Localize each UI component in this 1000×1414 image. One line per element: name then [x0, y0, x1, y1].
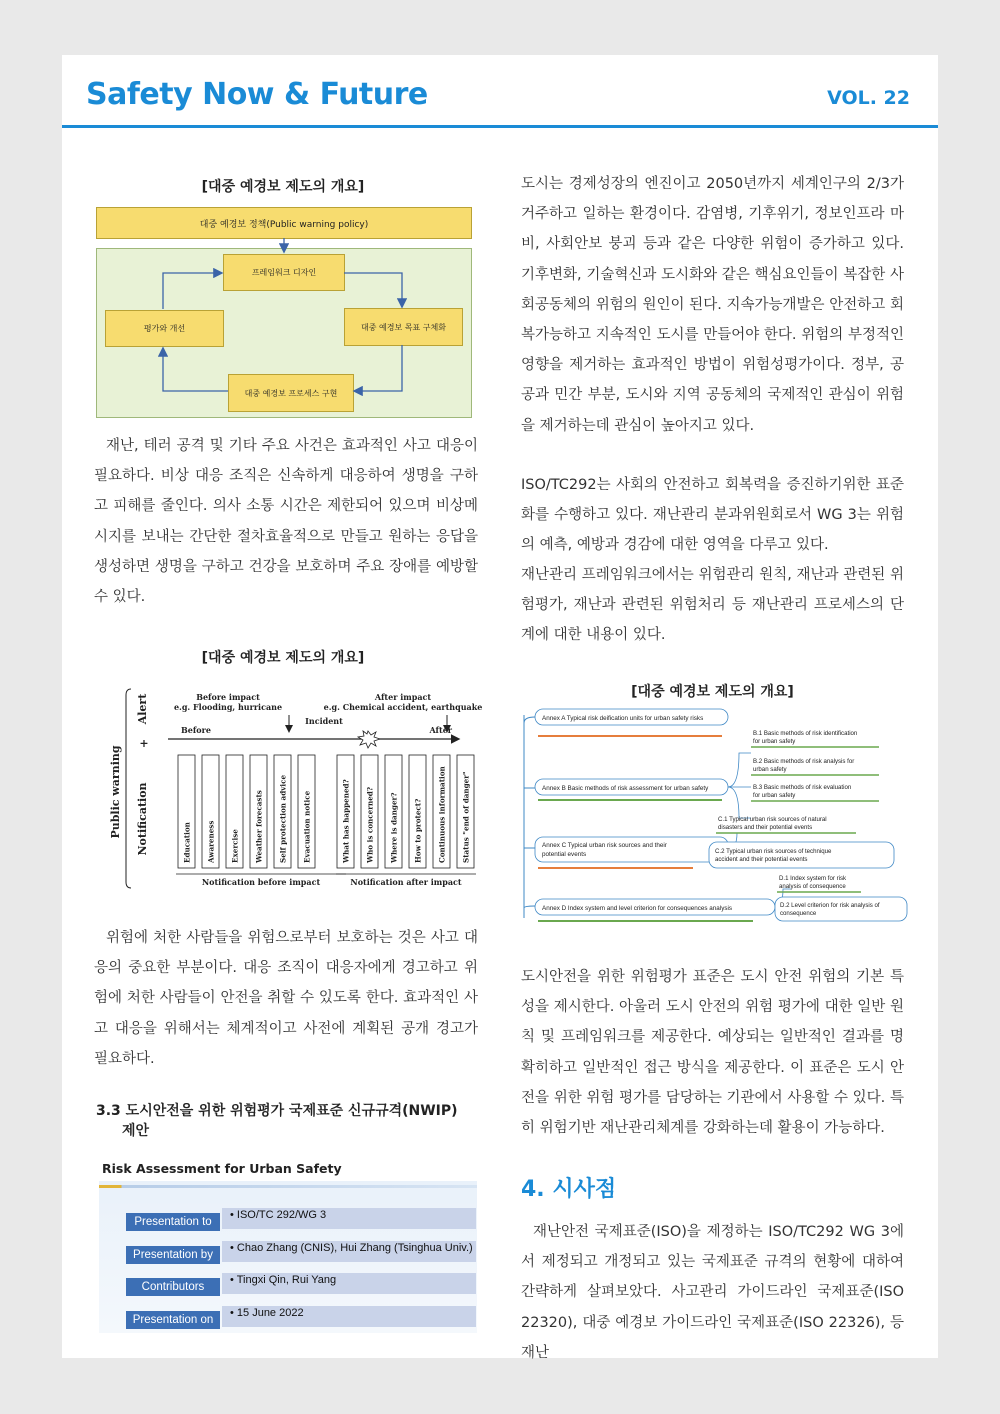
before-impact-item-label: Weather forecasts — [254, 790, 264, 863]
d2-node-line1: D.2 Level criterion for risk analysis of — [780, 902, 880, 909]
figure3-annex-mindmap — [521, 713, 907, 923]
header-rule — [62, 125, 938, 128]
after-impact-example: e.g. Chemical accident, earthquake — [323, 702, 483, 712]
alert-label: Alert — [136, 693, 149, 725]
risk-table-row-label: Presentation to — [126, 1213, 220, 1231]
risk-table-row-label: Contributors — [126, 1278, 220, 1296]
b3-node-line1: B.3 Basic methods of risk evaluation — [753, 784, 852, 791]
annex-c-node-line1: Annex C Typical urban risk sources and their — [542, 842, 667, 849]
plus-label: + — [139, 737, 149, 750]
c1-node-line2: disasters and their potential events — [718, 824, 813, 831]
before-impact-item-label: Education — [182, 822, 192, 863]
risk-table-row-value: • 15 June 2022 — [222, 1306, 476, 1327]
after-impact-item-label: Who is concerned? — [365, 786, 375, 863]
after-impact-item-label: How to protect? — [413, 798, 423, 863]
risk-table-row-label: Presentation by — [126, 1246, 220, 1264]
figure3-caption: [대중 예경보 제도의 개요] — [631, 684, 794, 700]
timeline-after-label: After — [429, 725, 452, 735]
section-3-3-title-line1: 3.3 도시안전을 위한 위험평가 국제표준 신규규격(NWIP) — [96, 1103, 458, 1119]
volume-number: VOL. 22 — [827, 87, 910, 109]
risk-table-accent-bar — [99, 1185, 477, 1188]
d1-node-line2: analysis of consequence — [779, 883, 846, 890]
risk-table-row-value: • Tingxi Qin, Rui Yang — [222, 1273, 476, 1294]
before-impact-item-label: Awareness — [206, 820, 216, 863]
b1-node-line1: B.1 Basic methods of risk identification — [753, 730, 858, 737]
before-impact-label: Before impact — [196, 692, 260, 702]
right-paragraph-2: ISO/TC292는 사회의 안전하고 회복력을 증진하기위한 표준화를 수행하고 있다. 재난관리 분과위원회로서 WG 3는 위험의 예측, 예방과 경감에 대한 영역을 다루고 있다. — [521, 477, 904, 554]
after-impact-item-label: Status "end of danger" — [461, 771, 471, 863]
section-4-title: 4. 시사점 — [521, 1177, 617, 1202]
goal-box: 대중 예경보 목표 구체화 — [344, 308, 463, 346]
framework-box: 프레임워크 디자인 — [223, 254, 345, 291]
figure2-caption: [대중 예경보 제도의 개요] — [201, 650, 365, 666]
risk-table-row-value: • Chao Zhang (CNIS), Hui Zhang (Tsinghua Univ.) — [222, 1241, 476, 1262]
policy-box: 대중 예경보 정책(Public warning policy) — [96, 207, 472, 239]
b3-node-line2: for urban safety — [753, 792, 796, 799]
after-impact-item-label: Continuous information — [437, 766, 447, 863]
c1-node-line1: C.1 Typical urban risk sources of natural — [718, 816, 827, 823]
c2-node-line1: C.2 Typical urban risk sources of technique — [715, 848, 832, 855]
right-paragraph-1: 도시는 경제성장의 엔진이고 2050년까지 세계인구의 2/3가 거주하고 일하는 환경이다. 감염병, 기후위기, 정보인프라 마비, 사회안보 붕괴 등과 같은 다양한 위험이 증가하고 있다. 기후변화, 기술혁신과 도시화와 같은 핵심요인들이 복잡한 사회공동체의 위험의 원인이 된다. 지속가능개발은 안전하고 회복가능하고 지속적인 도시를 만들어야 한다. 위험의 부정적인 영향을 제거하는 효과적인 방법이 위험성평가이다. 정부, 공공과 민간 부분, 도시와 지역 공동체의 국제적인 관심이 위험을 제거하는데 관심이 높아지고 있다. — [521, 176, 904, 434]
d1-node-line1: D.1 Index system for risk — [779, 875, 847, 882]
d2-node-line2: consequence — [780, 910, 817, 917]
b1-node-line2: for urban safety — [753, 738, 796, 745]
evaluate-box: 평가와 개선 — [105, 310, 224, 347]
magazine-title: Safety Now & Future — [86, 77, 428, 112]
cycle-arrows — [96, 205, 472, 420]
notification-before-label: Notification before impact — [201, 877, 321, 887]
annex-a-node: Annex A Typical risk deification units for urban safety risks — [542, 715, 704, 722]
annex-c-node-line2: potential events — [542, 851, 587, 858]
figure1-caption: [대중 예경보 제도의 개요] — [201, 179, 365, 195]
before-impact-example: e.g. Flooding, hurricane — [173, 702, 283, 712]
after-impact-label: After impact — [374, 692, 432, 702]
before-impact-item-label: Evacuation notice — [302, 790, 312, 863]
figure2-public-warning-diagram — [106, 687, 483, 892]
before-impact-item-label: Self protection advice — [278, 774, 288, 863]
after-impact-item-label: What has happened? — [341, 779, 351, 863]
annex-d-node: Annex D Index system and level criterion for consequences analysis — [542, 905, 733, 912]
after-impact-item-label: Where is danger? — [389, 792, 399, 863]
notification-label: Notification — [136, 782, 149, 856]
right-paragraph-3: 재난관리 프레임워크에서는 위험관리 원칙, 재난과 관련된 위험평가, 재난과 관련된 위험처리 등 재난관리 프로세스의 단계에 대한 내용이 있다. — [521, 567, 904, 644]
left-paragraph-1: 재난, 테러 공격 및 기타 주요 사건은 효과적인 사고 대응이 필요하다. 비상 대응 조직은 신속하게 대응하여 생명을 구하고 피해를 줄인다. 의사 소통 시간은 제한되어 있으며 비상메시지를 보내는 간단한 절차효율적으로 만들고 원하는 응답을 생성하면 생명을 구하고 건강을 보호하며 주요 장애를 예방할 수 있다. — [94, 438, 478, 606]
risk-table-panel — [99, 1181, 477, 1333]
right-paragraph-4: 도시안전을 위한 위험평가 표준은 도시 안전 위험의 기본 특성을 제시한다. 아울러 도시 안전의 위험 평가에 대한 일반 원칙 및 프레임워크를 제공한다. 예상되는 일반적인 결과를 명확히하고 일반적인 접근 방식을 제공한다. 이 표준은 도시 안전을 위한 위험 평가를 담당하는 기관에서 사용할 수 있다. 특히 위험기반 재난관리체계를 강화하는데 활용이 가능하다. — [521, 969, 904, 1137]
risk-table-title: Risk Assessment for Urban Safety — [102, 1161, 342, 1176]
section-3-3-title-line2: 제안 — [122, 1123, 150, 1139]
before-impact-item-label: Exercise — [230, 829, 240, 863]
page — [62, 55, 938, 1361]
annex-b-node: Annex B Basic methods of risk assessment for urban safety — [542, 785, 709, 792]
b2-node-line1: B.2 Basic methods of risk analysis for — [753, 758, 855, 765]
incident-label: Incident — [305, 716, 343, 726]
timeline-before-label: Before — [181, 725, 211, 735]
notification-after-label: Notification after impact — [350, 877, 462, 887]
right-paragraph-5: 재난안전 국제표준(ISO)을 제정하는 ISO/TC292 WG 3에서 제정되고 개정되고 있는 국제표준 규격의 현황에 대하여 간략하게 살펴보았다. 사고관리 가이드라인 국제표준(ISO 22320), 대중 예경보 가이드라인 국제표준(ISO 22326), 등 재난 — [521, 1224, 904, 1361]
b2-node-line2: urban safety — [753, 766, 787, 773]
left-paragraph-2: 위험에 처한 사람들을 위험으로부터 보호하는 것은 사고 대응의 중요한 부분이다. 대응 조직이 대응자에게 경고하고 위험에 처한 사람들이 안전을 취할 수 있도록 한다. 효과적인 사고 대응을 위해서는 체계적이고 사전에 계획된 공개 경고가 필요하다. — [94, 930, 478, 1067]
risk-table-row-label: Presentation on — [126, 1311, 220, 1329]
risk-table-row-value: • ISO/TC 292/WG 3 — [222, 1208, 476, 1229]
process-box: 대중 예경보 프로세스 구현 — [228, 374, 354, 412]
public-warning-label: Public warning — [109, 745, 122, 839]
c2-node-line2: accident and their potential events — [715, 856, 808, 863]
